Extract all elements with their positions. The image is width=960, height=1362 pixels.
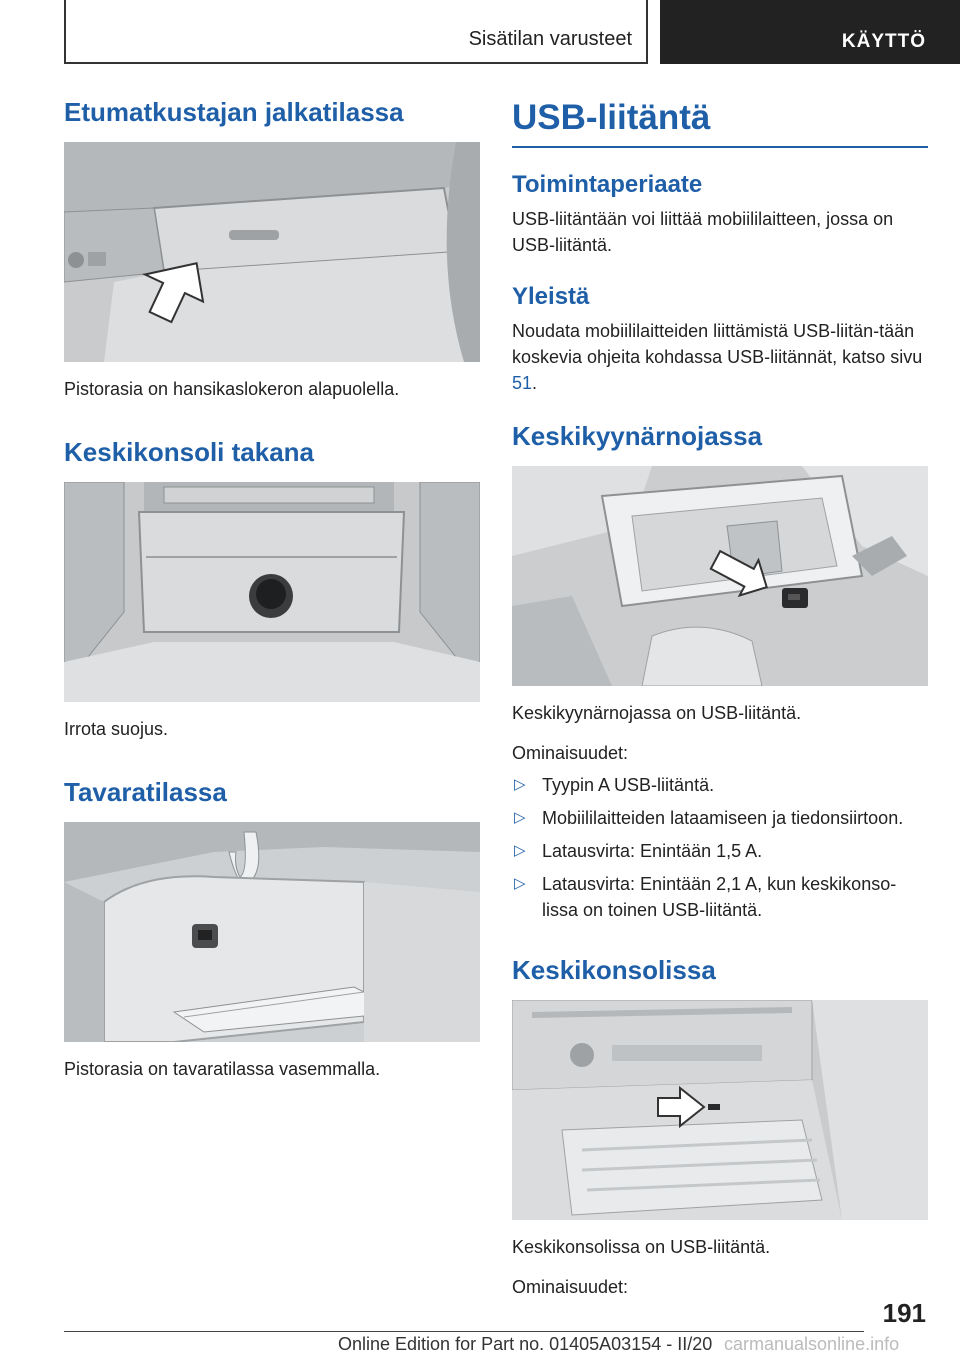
header-chapter-title: KÄYTTÖ	[841, 31, 926, 52]
header-section-title: Sisätilan varusteet	[468, 28, 632, 50]
text-general-period: .	[532, 373, 538, 393]
caption-trunk: Pistorasia on tavaratilassa vasemmalla.	[64, 1059, 381, 1079]
section-title-passenger-footwell: Etumatkustajan jalkatilassa	[64, 97, 404, 127]
left-column	[64, 96, 480, 1082]
triangle-bullet-icon: ▷	[514, 842, 526, 859]
right-column	[512, 96, 928, 1300]
text-general-body: Noudata mobiililaitteiden liittämistä USB-liitän-tään koskevia ohjeita kohdassa USB-liitännät, katso sivu	[512, 321, 923, 367]
page-ref-link[interactable]: 51	[512, 373, 533, 393]
props-label-center-console: Ominaisuudet:	[512, 1277, 629, 1297]
triangle-bullet-icon: ▷	[514, 809, 526, 826]
illustration-rear-console	[64, 482, 480, 702]
header-section-box	[64, 0, 648, 64]
section-title-general: Yleistä	[512, 283, 590, 310]
figure-trunk	[64, 822, 480, 1042]
text-general	[512, 318, 928, 396]
section-title-armrest: Keskikyynärnojassa	[512, 421, 763, 451]
props-list-armrest	[512, 772, 928, 923]
illustration-glovebox	[64, 142, 480, 362]
figure-armrest	[512, 466, 928, 686]
section-title-rear-console: Keskikonsoli takana	[64, 437, 314, 467]
footer-watermark: carmanualsonline.info	[724, 1334, 900, 1354]
section-title-principle: Toimintaperiaate	[512, 171, 703, 198]
caption-passenger-footwell: Pistorasia on hansikaslokeron alapuolella.	[64, 379, 400, 399]
caption-rear-console: Irrota suojus.	[64, 719, 169, 739]
caption-center-console: Keskikonsolissa on USB-liitäntä.	[512, 1237, 771, 1257]
list-item: ▷ Tyypin A USB-liitäntä.	[512, 772, 928, 798]
list-item: ▷ Latausvirta: Enintään 1,5 A.	[512, 838, 928, 864]
triangle-bullet-icon: ▷	[514, 776, 526, 793]
header-chapter-box	[660, 0, 960, 64]
list-item: ▷ Mobiililaitteiden lataamiseen ja tiedonsiirtoon.	[512, 805, 928, 831]
page-header	[0, 0, 960, 66]
figure-rear-console	[64, 482, 480, 702]
props-label-armrest: Ominaisuudet:	[512, 743, 629, 763]
footer-edition: Online Edition for Part no. 01405A03154 - II/20	[338, 1334, 713, 1354]
figure-passenger-footwell	[64, 142, 480, 362]
caption-armrest: Keskikyynärnojassa on USB-liitäntä.	[512, 703, 802, 723]
section-title-trunk: Tavaratilassa	[64, 777, 227, 807]
text-principle: USB-liitäntään voi liittää mobiililaitteen, jossa on USB-liitäntä.	[512, 209, 894, 255]
chapter-title-usb: USB-liitäntä	[512, 96, 928, 148]
page-number: 191	[882, 1298, 926, 1328]
illustration-trunk	[64, 822, 480, 1042]
illustration-armrest	[512, 466, 928, 686]
illustration-center-console	[512, 1000, 928, 1220]
triangle-bullet-icon: ▷	[514, 875, 526, 892]
list-item: ▷ Latausvirta: Enintään 2,1 A, kun keskikonso-lissa on toinen USB-liitäntä.	[512, 871, 928, 923]
footer-rule	[64, 1331, 864, 1332]
figure-center-console	[512, 1000, 928, 1220]
section-title-center-console: Keskikonsolissa	[512, 955, 716, 985]
